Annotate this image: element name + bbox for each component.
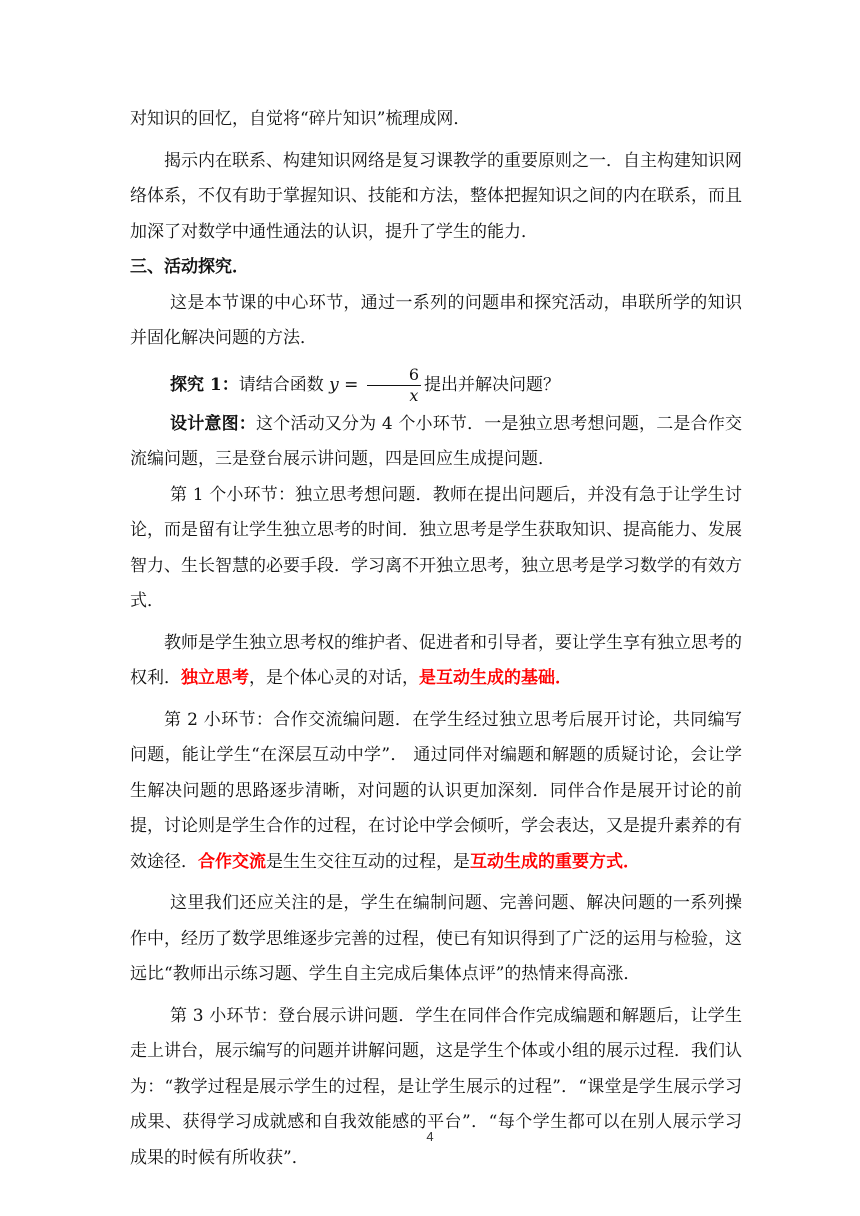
paragraph-teacher-role [130, 626, 742, 697]
highlight-cooperative-exchange: 合作交流 [198, 851, 266, 872]
highlight-interaction-basis: 是互动生成的基础． [419, 668, 572, 688]
teacher-text-2: ，是个体心灵的对话， [249, 668, 419, 688]
section-heading-activity-exploration: 三、活动探究． [130, 257, 249, 277]
exploration-1 [130, 363, 742, 407]
exploration-1-text-before: 请结合函数 [238, 374, 330, 395]
paragraph-step-1: 第 1 个小环节：独立思考想问题．教师在提出问题后，并没有急于让学生讨论，而是留有让学生独立思考的时间．独立思考是学生获取知识、提高能力、发展智力、生长智慧的必要手段．学习离不开独立思考，独立思考是学习数学的有效方式． [130, 484, 742, 611]
page-number: 4 [426, 1129, 434, 1144]
math-equals: = [338, 374, 364, 395]
fraction-numerator: 6 [367, 367, 421, 386]
exploration-1-label: 探究 1 [170, 374, 222, 395]
step2-text-2: 是生生交往互动的过程，是 [266, 851, 470, 872]
step2-text-1: 第 2 小环节：合作交流编问题．在学生经过独立思考后展开讨论，共同编写问题，能让学生“在深层互动中学”． 通过同伴对编题和解题的质疑讨论，会让学生解决问题的思路逐步清晰，对问题的认识更加深刻．同伴合作是展开讨论的前提，讨论则是学生合作的过程，在讨论中学会倾听，学会表达，又是提升素养的有效途径． [130, 709, 742, 872]
paragraph-step-2 [130, 703, 742, 881]
paragraph-attention: 这里我们还应关注的是，学生在编制问题、完善问题、解决问题的一系列操作中，经历了数学思维逐步完善的过程，使已有知识得到了广泛的运用与检验，这远比“教师出示练习题、学生自主完成后集体点评”的热情来得高涨． [130, 893, 742, 984]
paragraph-knowledge-recall: 对知识的回忆，自觉将“碎片知识”梳理成网． [130, 109, 471, 129]
design-intent [130, 407, 742, 478]
teacher-text-1: 教师是学生独立思考权的维护者、促进者和引导者，要让学生享有独立思考的权利． [130, 632, 742, 688]
highlight-important-method: 互动生成的重要方式． [470, 851, 640, 872]
page-body [130, 102, 742, 1176]
paragraph-knowledge-network: 揭示内在联系、构建知识网络是复习课教学的重要原则之一．自主构建知识网络体系，不仅有助于掌握知识、技能和方法，整体把握知识之间的内在联系，而且加深了对数学中通性通法的认识，提升了学生的能力． [130, 150, 742, 242]
design-intent-text: 这个活动又分为 4 个小环节．一是独立思考想问题，二是合作交流编问题，三是登台展示讲问题，四是回应生成提问题． [130, 413, 743, 469]
highlight-independent-thinking: 独立思考 [181, 668, 249, 688]
math-y: y [329, 374, 339, 395]
exploration-1-text-after: 提出并解决问题？ [424, 374, 561, 395]
math-fraction [367, 364, 421, 405]
design-intent-colon: ： [238, 413, 256, 434]
paragraph-central-link: 这是本节课的中心环节，通过一系列的问题串和探究活动，串联所学的知识并固化解决问题的方法． [130, 292, 742, 348]
paragraph-step-3: 第 3 小环节：登台展示讲问题．学生在同伴合作完成编题和解题后，让学生走上讲台，展示编写的问题并讲解问题，这是学生个体或小组的展示过程．我们认为：“教学过程是展示学生的过程，是让学生展示的过程”．“课堂是学生展示学习成果、获得学习成就感和自我效能感的平台”．“每个学生都可以在别人展示学习成果的时候有所收获”． [130, 1005, 742, 1168]
exploration-1-colon: ： [221, 374, 239, 395]
math-function [329, 364, 424, 405]
design-intent-label: 设计意图 [170, 413, 239, 434]
fraction-denominator: x [409, 385, 419, 405]
